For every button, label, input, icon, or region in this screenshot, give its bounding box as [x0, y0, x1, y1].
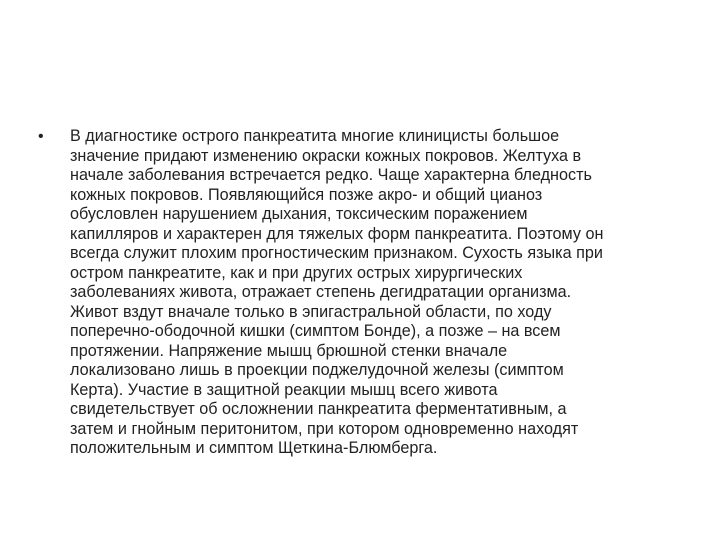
text-line: поперечно-ободочной кишки (симптом Бонде), а позже – на всем [70, 322, 561, 340]
text-line: В диагностике острого панкреатита многие клиницисты большое [70, 127, 560, 145]
text-line: начале заболевания встречается редко. Чаще характерна бледность [70, 166, 592, 184]
text-line: заболеваниях живота, отражает степень дегидратации организма. [70, 283, 572, 301]
text-line: остром панкреатите, как и при других острых хирургических [70, 263, 523, 282]
text-line: Керта). Участие в защитной реакции мышц всего живота [70, 380, 498, 399]
bullet-paragraph [70, 127, 670, 459]
bullet-icon: • [38, 128, 44, 145]
text-line: капилляров и характерен для тяжелых форм панкреатита. Поэтому он [70, 224, 604, 243]
text-line: свидетельствует об осложнении панкреатита ферментативным, а [70, 400, 567, 418]
text-line: кожных покровов. Появляющийся позже акро- и общий цианоз [70, 185, 543, 204]
text-line: протяжении. Напряжение мышц брюшной стенки вначале [70, 341, 508, 360]
text-line: всегда служит плохим прогностическим признаком. Сухость языка при [70, 244, 603, 262]
text-line: положительным и симптом Щеткина-Блюмберга. [70, 439, 438, 457]
text-line: значение придают изменению окраски кожных покровов. Желтуха в [70, 146, 582, 165]
text-line: Живот вздут вначале только в эпигастральной области, по ходу [70, 302, 552, 321]
text-line: обусловлен нарушением дыхания, токсическим поражением [70, 205, 528, 223]
text-line: локализовано лишь в проекции поджелудочной железы (симптом [70, 361, 564, 379]
text-line: затем и гнойным перитонитом, при котором одновременно находят [70, 419, 579, 438]
